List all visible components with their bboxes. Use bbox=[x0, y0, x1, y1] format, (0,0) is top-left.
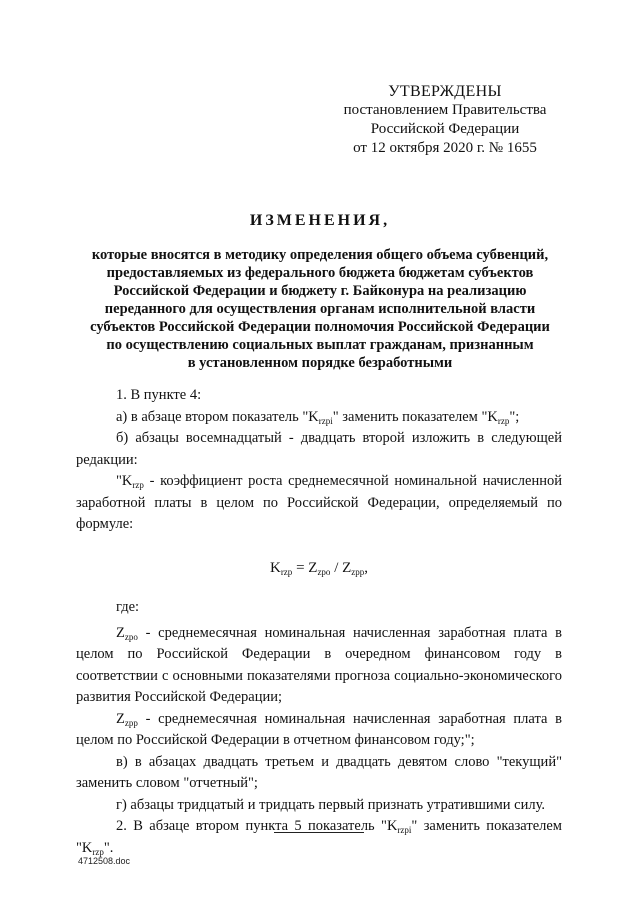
paragraph-where bbox=[76, 597, 562, 619]
paragraph-text: 1. В пункте 4: bbox=[116, 387, 202, 403]
subscript: rzpi bbox=[397, 825, 412, 835]
formula-text: , bbox=[364, 559, 369, 576]
paragraph-text: - среднемесячная номинальная начисленная заработная плата в целом по Российской Федерации в очередном финансовом году в соответствии с основными показателями прогноза социально-экономического развития Российской Федерации; bbox=[76, 624, 562, 705]
paragraph-text: ". bbox=[103, 839, 114, 856]
formula-text: = Z bbox=[292, 559, 318, 576]
approval-stamp bbox=[330, 82, 560, 158]
formula-text: / Z bbox=[330, 559, 352, 576]
paragraph-item-1d bbox=[76, 795, 562, 817]
subtitle-line: переданного для осуществления органам исполнительной власти bbox=[104, 301, 536, 317]
paragraph-krzp-definition bbox=[76, 471, 562, 536]
paragraph-text: "; bbox=[509, 408, 520, 425]
document-body bbox=[76, 385, 562, 859]
paragraph-text: - среднемесячная номинальная начисленная заработная плата в целом по Российской Федерации в отчетном финансовом году;"; bbox=[76, 710, 562, 748]
paragraph-text: Z bbox=[116, 624, 125, 641]
closing-divider bbox=[274, 832, 364, 833]
subtitle-line: в установленном порядке безработными bbox=[187, 355, 453, 371]
paragraph-text: в) в абзацах двадцать третьем и двадцать девятом слово "текущий" заменить словом "отчетный"; bbox=[76, 753, 562, 791]
approval-line-3: от 12 октября 2020 г. № 1655 bbox=[353, 140, 537, 156]
paragraph-item-2 bbox=[76, 816, 562, 859]
paragraph-text: - коэффициент роста среднемесячной номинальной начисленной заработной платы в целом по Российской Федерации, определяемый по формуле: bbox=[76, 473, 562, 532]
subscript: zpp bbox=[351, 566, 365, 577]
subtitle-line: которые вносятся в методику определения общего объема субвенций, bbox=[91, 247, 549, 263]
approval-heading: УТВЕРЖДЕНЫ bbox=[388, 83, 502, 100]
subtitle-line: Российской Федерации и бюджету г. Байконура на реализацию bbox=[113, 283, 527, 299]
document-file-id: 4712508.doc bbox=[78, 856, 131, 866]
document-subtitle bbox=[80, 246, 560, 372]
paragraph-zzpo-definition bbox=[76, 623, 562, 709]
formula-text: K bbox=[269, 559, 281, 576]
paragraph-text: "K bbox=[116, 473, 133, 489]
paragraph-item-1b bbox=[76, 428, 562, 471]
document-title: ИЗМЕНЕНИЯ, bbox=[249, 212, 391, 229]
subtitle-line: субъектов Российской Федерации полномочия Российской Федерации bbox=[90, 319, 550, 335]
paragraph-text: б) абзацы восемнадцатый - двадцать второй изложить в следующей редакции: bbox=[76, 430, 562, 468]
approval-line-2: Российской Федерации bbox=[370, 121, 520, 137]
paragraph-text: " заменить показателем "K bbox=[332, 408, 498, 425]
subscript: rzp bbox=[280, 566, 293, 577]
subscript: zpo bbox=[317, 566, 331, 577]
subtitle-line: предоставляемых из федерального бюджета бюджетам субъектов bbox=[106, 265, 534, 281]
subscript: rzp bbox=[132, 480, 144, 490]
paragraph-item-1a bbox=[76, 407, 562, 429]
paragraph-text: " заменить показателем "K bbox=[76, 818, 562, 856]
paragraph-item-1c bbox=[76, 752, 562, 795]
formula bbox=[76, 558, 562, 580]
subscript: zpp bbox=[124, 717, 138, 728]
paragraph-text: г) абзацы тридцатый и тридцать первый признать утратившими силу. bbox=[116, 796, 546, 813]
paragraph-item-1 bbox=[76, 385, 562, 407]
paragraph-text: 2. В абзаце втором пункта 5 показатель "K bbox=[116, 818, 398, 834]
paragraph-text: а) в абзаце втором показатель "K bbox=[116, 408, 319, 425]
subscript: rzp bbox=[92, 846, 104, 857]
subtitle-line: по осуществлению социальных выплат гражданам, признанным bbox=[106, 337, 534, 353]
subscript: rzp bbox=[497, 415, 510, 426]
approval-line-1: постановлением Правительства bbox=[343, 102, 547, 118]
subscript: zpo bbox=[124, 631, 138, 642]
paragraph-text: Z bbox=[116, 710, 125, 727]
subscript: rzpi bbox=[318, 415, 333, 426]
paragraph-text: где: bbox=[116, 599, 140, 615]
paragraph-zzpp-definition bbox=[76, 709, 562, 752]
